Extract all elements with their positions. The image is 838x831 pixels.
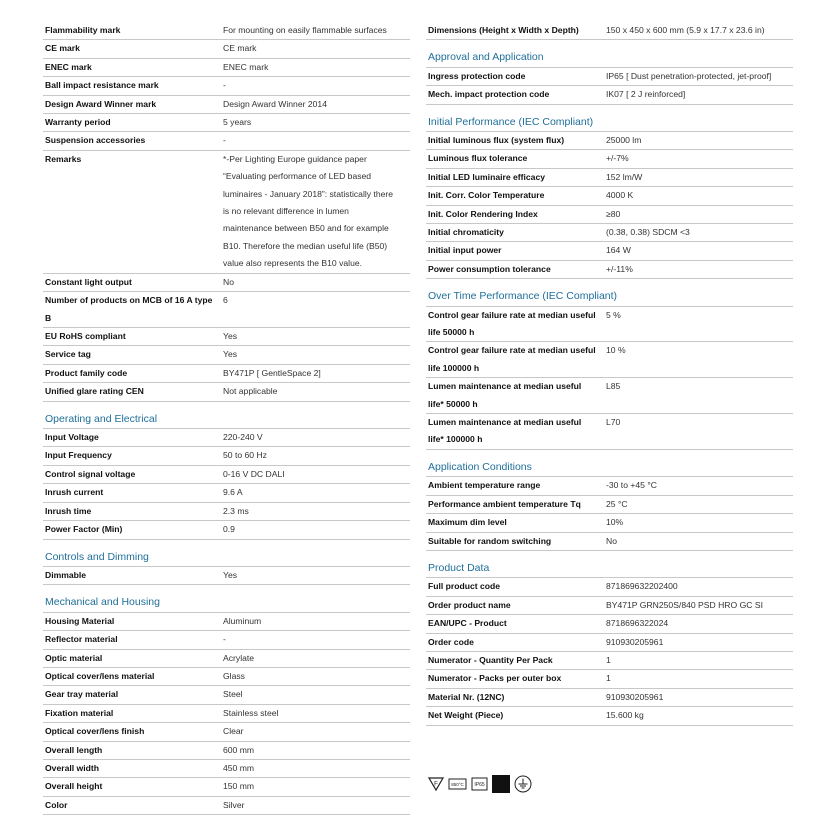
spec-value: (0.38, 0.38) SDCM <3 (606, 227, 690, 238)
spec-value: ≥80 (606, 208, 621, 219)
spec-value: 15.600 kg (606, 710, 644, 721)
spec-key-line: Control gear failure rate at median useful (428, 345, 596, 356)
spec-row (426, 307, 793, 343)
spec-value: 5 % (606, 309, 621, 320)
remarks-line: B10. Therefore the median useful life (B50) (223, 240, 388, 251)
spec-key: Flammability mark (45, 25, 121, 35)
spec-row (43, 466, 410, 484)
spec-row (43, 668, 410, 686)
spec-key: Optic material (45, 652, 103, 663)
spec-value: 8718696322024 (606, 618, 669, 629)
spec-value: 910930205961 (606, 691, 664, 702)
spec-value: L85 (606, 381, 621, 392)
spec-value: 50 to 60 Hz (223, 450, 267, 461)
spec-key: Power Factor (Min) (45, 524, 123, 535)
spec-value: CE mark (223, 43, 257, 54)
spec-key: EU RoHS compliant (45, 331, 126, 342)
spec-value: Acrylate (223, 652, 255, 663)
remarks-line: “Evaluating performance of LED based (223, 171, 372, 182)
spec-row (43, 484, 410, 502)
spec-key: Product family code (45, 367, 128, 378)
spec-value: 6 (223, 295, 228, 306)
spec-key: Dimmable (45, 569, 87, 580)
spec-key: Constant light output (45, 276, 132, 287)
spec-key: Ball impact resistance mark (45, 80, 159, 91)
spec-row (43, 132, 410, 150)
spec-value: BY471P [ GentleSpace 2] (223, 367, 321, 378)
spec-key: Ambient temperature range (428, 480, 541, 491)
spec-value-remarks (223, 151, 410, 273)
section-title-overtime: Over Time Performance (IEC Compliant) (426, 288, 793, 306)
spec-row (426, 242, 793, 260)
spec-row (426, 689, 793, 707)
spec-value: 150 mm (223, 781, 255, 792)
spec-value: 600 mm (223, 744, 255, 755)
spec-key: CE mark (45, 43, 80, 54)
section-title-initial: Initial Performance (IEC Compliant) (426, 114, 793, 132)
spec-value: IK07 [ 2 J reinforced] (606, 89, 686, 100)
spec-row (43, 383, 410, 401)
spec-key: Service tag (45, 349, 91, 360)
spec-key: Unified glare rating CEN (45, 386, 144, 397)
spec-value: Not applicable (223, 386, 278, 397)
remarks-line: value also represents the B10 value. (223, 258, 363, 269)
spec-value: Clear (223, 726, 244, 737)
spec-row (426, 652, 793, 670)
ip65-icon (471, 776, 488, 792)
spec-value: 4000 K (606, 190, 634, 201)
spec-key: Performance ambient temperature Tq (428, 498, 581, 509)
left-column (43, 22, 410, 815)
spec-value: +/-11% (606, 263, 633, 274)
spec-value: 220-240 V (223, 432, 263, 443)
spec-key: Numerator - Quantity Per Pack (428, 654, 553, 665)
spec-value: No (606, 535, 617, 546)
spec-row (43, 503, 410, 521)
spec-value: 152 lm/W (606, 171, 643, 182)
certification-icons (428, 775, 532, 793)
spec-row (43, 686, 410, 704)
spec-value: Yes (223, 331, 238, 342)
spec-key: Maximum dim level (428, 517, 507, 528)
spec-value: 871869632202400 (606, 581, 678, 592)
spec-value: +/-7% (606, 153, 629, 164)
spec-key: Input Frequency (45, 450, 112, 461)
spec-key (426, 342, 606, 377)
spec-row (426, 634, 793, 652)
remarks-line: is no relevant difference in lumen (223, 206, 349, 217)
spec-row-remarks (43, 151, 410, 274)
spec-row (43, 650, 410, 668)
spec-key: EAN/UPC - Product (428, 618, 507, 629)
spec-key-line: life 50000 h (428, 327, 475, 338)
spec-key: Design Award Winner mark (45, 98, 157, 109)
spec-key: Power consumption tolerance (428, 263, 551, 274)
spec-row (426, 261, 793, 279)
spec-value: Yes (223, 569, 238, 580)
spec-row (43, 40, 410, 58)
spec-value: 25000 lm (606, 135, 642, 145)
spec-key-line: life 100000 h (428, 362, 480, 373)
spec-key: Remarks (45, 153, 82, 164)
spec-key-line: Number of products on MCB of 16 A type (45, 295, 213, 306)
spec-value: Silver (223, 799, 245, 810)
spec-key: Inrush time (45, 505, 92, 516)
section-title-mechanical: Mechanical and Housing (43, 594, 410, 612)
spec-key: Suitable for random switching (428, 535, 552, 546)
spec-key: Input Voltage (45, 432, 99, 443)
spec-value: 1 (606, 654, 611, 665)
spec-row (43, 447, 410, 465)
spec-value: - (223, 80, 226, 91)
spec-row (426, 342, 793, 378)
spec-key (426, 414, 606, 449)
spec-key: Overall length (45, 744, 103, 755)
spec-value: For mounting on easily flammable surfaces (223, 25, 387, 35)
spec-row (43, 96, 410, 114)
spec-value: 910930205961 (606, 636, 664, 647)
spec-value: -30 to +45 °C (606, 480, 657, 491)
spec-value: No (223, 276, 234, 287)
spec-value: Yes (223, 349, 238, 360)
spec-key: Init. Color Rendering Index (428, 208, 538, 219)
spec-key-line: B (45, 312, 52, 323)
spec-key (426, 307, 606, 342)
spec-row (426, 496, 793, 514)
spec-row (43, 346, 410, 364)
earth-ground-icon (514, 775, 532, 793)
spec-row (426, 224, 793, 242)
spec-value: Design Award Winner 2014 (223, 98, 327, 109)
spec-row (43, 429, 410, 447)
spec-row (43, 797, 410, 815)
spec-value: - (223, 634, 226, 645)
spec-key: Warranty period (45, 117, 111, 128)
section-title-appcond: Application Conditions (426, 459, 793, 477)
spec-row (43, 778, 410, 796)
spec-row (426, 132, 793, 150)
spec-row (43, 521, 410, 539)
spec-key: Inrush current (45, 487, 104, 498)
remarks-line: luminaires - January 2018”: statistically there (223, 188, 394, 199)
spec-key: Optical cover/lens material (45, 670, 155, 681)
temp-rating-icon (448, 776, 467, 792)
flammability-f-text: F (434, 781, 438, 788)
spec-row (426, 150, 793, 168)
spec-key: ENEC mark (45, 61, 92, 72)
spec-key: Order product name (428, 599, 511, 610)
spec-key-line: Lumen maintenance at median useful (428, 381, 582, 392)
spec-value: IP65 [ Dust penetration-protected, jet-proof] (606, 70, 772, 81)
spec-value: BY471P GRN250S/840 PSD HRO GC SI (606, 599, 763, 610)
spec-value: Steel (223, 689, 243, 700)
spec-row (426, 86, 793, 104)
spec-value: 10 % (606, 345, 626, 356)
spec-row (426, 477, 793, 495)
spec-row (426, 22, 793, 40)
ip65-text: IP65 (474, 782, 485, 788)
spec-row (426, 597, 793, 615)
spec-row (43, 613, 410, 631)
spec-value: 2.3 ms (223, 505, 249, 516)
spec-key: Control signal voltage (45, 468, 136, 479)
spec-key: Dimensions (Height x Width x Depth) (428, 25, 579, 35)
spec-key: Suspension accessories (45, 135, 146, 146)
spec-key: Ingress protection code (428, 70, 526, 81)
spec-key: Initial luminous flux (system flux) (428, 135, 565, 145)
spec-key: Color (45, 799, 68, 810)
remarks-line: *-Per Lighting Europe guidance paper (223, 153, 367, 164)
spec-value: Aluminum (223, 615, 262, 626)
spec-key: Initial LED luminaire efficacy (428, 171, 546, 182)
section-title-approval: Approval and Application (426, 49, 793, 67)
spec-value: 150 x 450 x 600 mm (5.9 x 17.7 x 23.6 in) (606, 25, 765, 35)
spec-key: Initial input power (428, 245, 502, 256)
black-square-icon (492, 775, 510, 793)
spec-row (43, 114, 410, 132)
spec-key: Numerator - Packs per outer box (428, 673, 562, 684)
spec-value: 1 (606, 673, 611, 684)
spec-key: Reflector material (45, 634, 118, 645)
spec-key: Order code (428, 636, 474, 647)
right-column (426, 22, 793, 726)
spec-row (426, 707, 793, 725)
spec-row (426, 378, 793, 414)
spec-row (426, 514, 793, 532)
remarks-line: maintenance between B50 and for example (223, 223, 389, 234)
spec-row (43, 22, 410, 40)
spec-row (426, 533, 793, 551)
spec-key: Optical cover/lens finish (45, 726, 145, 737)
spec-key: Net Weight (Piece) (428, 710, 504, 721)
spec-row (43, 631, 410, 649)
spec-key: Gear tray material (45, 689, 119, 700)
spec-value: 10% (606, 517, 624, 528)
spec-value: 25 °C (606, 498, 628, 509)
spec-row (43, 77, 410, 95)
spec-row (43, 274, 410, 292)
spec-value: ENEC mark (223, 61, 269, 72)
spec-key-line: Control gear failure rate at median useful (428, 309, 596, 320)
spec-row (43, 328, 410, 346)
spec-value: 9.6 A (223, 487, 243, 498)
spec-key: Overall height (45, 781, 103, 792)
spec-row (43, 723, 410, 741)
spec-row (43, 365, 410, 383)
spec-row (426, 169, 793, 187)
spec-row (43, 742, 410, 760)
section-title-controls: Controls and Dimming (43, 549, 410, 567)
spec-row (426, 414, 793, 450)
flammability-f-icon (428, 776, 444, 792)
spec-row (43, 705, 410, 723)
spec-row (426, 578, 793, 596)
spec-row (43, 59, 410, 77)
spec-value: 450 mm (223, 762, 255, 773)
spec-row-mcb (43, 292, 410, 328)
spec-key: Housing Material (45, 615, 115, 626)
spec-value: Glass (223, 670, 245, 681)
spec-key: Luminous flux tolerance (428, 153, 528, 164)
spec-key: Overall width (45, 762, 99, 773)
spec-value: 164 W (606, 245, 631, 256)
spec-row (426, 670, 793, 688)
section-title-operating: Operating and Electrical (43, 411, 410, 429)
spec-row (426, 187, 793, 205)
spec-key-line: Lumen maintenance at median useful (428, 417, 582, 428)
spec-key: Init. Corr. Color Temperature (428, 190, 545, 201)
spec-row (426, 68, 793, 86)
spec-value: 0-16 V DC DALI (223, 468, 285, 479)
spec-key: Mech. impact protection code (428, 89, 550, 100)
spec-row (426, 615, 793, 633)
spec-value: Stainless steel (223, 707, 279, 718)
section-title-product: Product Data (426, 560, 793, 578)
spec-key (426, 378, 606, 413)
spec-key: Full product code (428, 581, 501, 592)
spec-key: Fixation material (45, 707, 114, 718)
spec-key-line: life* 50000 h (428, 398, 478, 409)
spec-key-line: life* 100000 h (428, 434, 483, 445)
spec-key: Material Nr. (12NC) (428, 691, 505, 702)
spec-row (426, 206, 793, 224)
spec-value: 0.9 (223, 524, 235, 535)
spec-row (43, 760, 410, 778)
spec-value: - (223, 135, 226, 146)
spec-key: Initial chromaticity (428, 227, 504, 238)
temp-rating-text: 850°C (451, 782, 464, 787)
spec-value: L70 (606, 417, 621, 428)
spec-row (43, 567, 410, 585)
spec-value: 5 years (223, 117, 252, 128)
